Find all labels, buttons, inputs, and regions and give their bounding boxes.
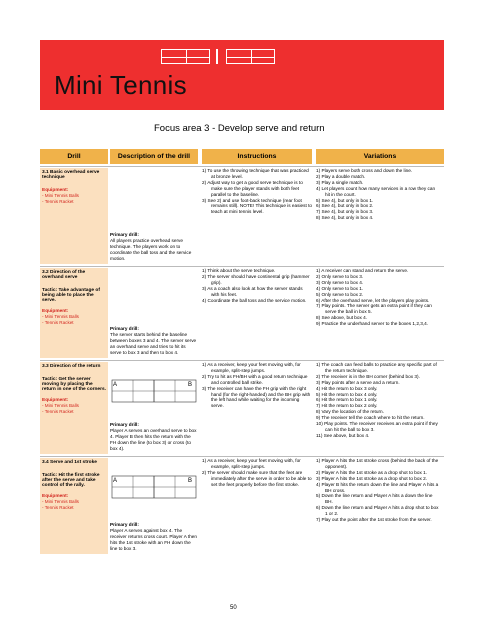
variation-item: 7) See 4), but only in box 3. (316, 209, 374, 215)
drill-row (40, 458, 444, 554)
focus-title: Focus area 3 - Develop serve and return (154, 123, 325, 134)
description-title: Primary drill: (110, 232, 139, 238)
variation-item: 6) After the overhand serve, let the players play points. (316, 297, 430, 303)
court-icon-left (161, 49, 210, 64)
variation-item: 1) Player A hits the 1st stroke cross (behind the back of the opponent). (316, 458, 439, 469)
variation-item: 8) See 4), but only in box 4. (316, 215, 374, 221)
instruction-item: 2) Try to hit as FH/BH with a good return technique and controlled ball strike. (202, 373, 308, 385)
drill-tactic: Tactic: Take advantage of being able to place the serve. (42, 288, 100, 303)
variations-list (316, 458, 440, 554)
instructions-list (202, 268, 312, 358)
variation-item: 4) Only serve to box 1. (316, 285, 364, 291)
drill-title: 3.4 Serve and 1st stroke (42, 460, 97, 465)
variation-item: 10) Play points. The receiver receives an extra point if they can hit the ball to box 3. (316, 421, 438, 432)
equipment-item: - Mini Tennis Balls (42, 403, 79, 408)
equipment-label: Equipment: (42, 398, 69, 403)
variation-item: 11) See above, but box 4. (316, 432, 370, 438)
description-text: All players practice overhead serve technique. The players work on to coordinate the ball toss and the service motion. (110, 238, 192, 262)
instructions-list (202, 168, 312, 264)
variation-item: 7) Play points. The server gets an extra point if they can serve the ball in box 5. (316, 303, 432, 315)
variation-item: 4) Player B hits the return down the line and Player A hits a BH cross. (316, 481, 439, 493)
variation-item: 5) Down the line return and Player A hits a down the line BH. (316, 493, 433, 505)
variations-list (316, 362, 440, 454)
variation-item: 2) The receiver is in the BH corner (behind box 3). (316, 373, 420, 379)
player-b-label: B (188, 382, 193, 388)
drill-cell (40, 268, 108, 358)
instruction-item: 2) The server should have continental grip (hammer grip). (202, 273, 310, 285)
instruction-item: 4) Coordinate the ball toss and the service motion. (202, 297, 307, 303)
variation-item: 9) The receiver tell the coach where to hit the return. (316, 415, 425, 421)
description-text: Player A serves an overhand serve to box 4. Player B then hits the return with the FH down the line (to box 3) or cross (to box 4). (110, 428, 197, 452)
drill-row (40, 362, 444, 454)
variation-item: 3) Play a single match. (316, 179, 364, 185)
variation-item: 6) See 4), but only in box 2. (316, 203, 374, 209)
net-icon (216, 49, 218, 64)
variation-item: 6) Down the line return and Player A hits a drop shot to box 1 or 2. (316, 505, 439, 517)
instruction-item: 1) As a receiver, keep your feet moving with, for example, split-step jumps. (202, 362, 301, 373)
drill-description (110, 268, 198, 358)
variation-item: 1) The coach can feed balls to practice any specific part of the return technique. (316, 362, 437, 373)
equipment-item: - Tennis Racket (42, 409, 74, 415)
variation-item: 3) Only serve to box 4. (316, 279, 364, 285)
variation-item: 1) Players serve both cross and down the line. (316, 168, 413, 173)
row-divider (40, 360, 444, 361)
description-text: The server starts behind the baseline between boxes 3 and 4. The server serve an overhand serve and tries to hit its serve to box 3 and then to box 4. (110, 332, 197, 356)
description-text: Player A serves against box 4. The receiver returns cross court. Player A then hits the 1st stroke with an FH down the line to box 3. (110, 528, 198, 552)
drill-cell (40, 458, 108, 554)
player-a-label: A (113, 478, 118, 484)
instruction-item: 1) To use the throwing technique that was practiced at bronze level. (202, 168, 309, 179)
variation-item: 1) A receiver can stand and return the serve. (316, 268, 409, 273)
row-divider (40, 456, 444, 457)
drill-description (110, 168, 198, 264)
variations-list (316, 168, 440, 264)
equipment-item: - Tennis Racket (42, 505, 74, 511)
drill-title: 3.3 Direction of the return (42, 364, 101, 369)
description-title: Primary drill: (110, 522, 139, 528)
col-variations-header: Variations (316, 149, 444, 164)
drill-tactic: Tactic: Hit the first stroke after the serve and take control of the rally. (42, 473, 100, 488)
court-diagram (110, 376, 198, 406)
row-divider (40, 166, 444, 167)
drill-title: 3.1 Basic overhead serve technique (42, 170, 100, 180)
variation-item: 2) Only serve to box 3. (316, 273, 364, 279)
variation-item: 7) Play out the point after the 1st stroke from the server. (316, 517, 432, 523)
description-title: Primary drill: (110, 422, 139, 428)
equipment-item: - Mini Tennis Balls (42, 499, 79, 504)
page-number: 50 (230, 605, 237, 611)
equipment-item: - Tennis Racket (42, 320, 74, 326)
instruction-item: 2) Adjust way to get a good serve technique is to make sure the player stands with both feet parallel to the baseline. (202, 179, 303, 197)
variation-item: 3) Play points after a serve and a return. (316, 379, 400, 385)
description-box (110, 422, 198, 452)
mini-tennis-banner (40, 40, 444, 110)
equipment-label: Equipment: (42, 494, 69, 499)
drill-tactic: Tactic: Get the server moving by placing the return in one of the corners. (42, 377, 106, 392)
variations-list (316, 268, 440, 358)
variation-item: 8) See above, but box 4. (316, 315, 368, 321)
description-title: Primary drill: (110, 326, 139, 332)
drill-row (40, 168, 444, 264)
instruction-item: 1) Think about the serve technique. (202, 268, 276, 273)
drill-description (110, 362, 198, 454)
variation-item: 8) Vary the location of the return. (316, 409, 384, 415)
equipment-item: - Tennis Racket (42, 199, 74, 205)
variation-item: 6) Hit the return to box 1 only. (316, 397, 378, 403)
instructions-list (202, 362, 312, 454)
player-b-label: B (188, 478, 193, 484)
equipment-item: - Mini Tennis Balls (42, 314, 79, 319)
variation-item: 2) Player A hits the 1st stroke as a drop shot to box 1. (316, 469, 427, 475)
variation-item: 5) Hit the return to box 4 only. (316, 391, 378, 397)
instruction-item: 2) The server should make sure that the feet are immediately after the serve in order to be able to set the feet properly before the first stroke. (202, 469, 312, 487)
instruction-item: 3) The receiver can have the FH grip with the right hand (for the right-handed) and the BH grip with the left hand while waiting for the incoming serve. (202, 385, 311, 409)
variation-item: 5) Only serve to box 2. (316, 291, 364, 297)
variation-item: 4) Hit the return to box 3 only. (316, 385, 378, 391)
court-diagram (110, 472, 198, 502)
player-a-label: A (113, 382, 118, 388)
instruction-item: 3) See 2) and use foot-back technique (rear foot remains still). NOTE! This technique is easiest to teach at mini tennis level. (202, 197, 312, 215)
brand-title: Mini Tennis (54, 70, 187, 100)
col-instructions-header: Instructions (202, 149, 312, 164)
instruction-item: 3) As a coach also look at how the server stands with his feet. (202, 285, 303, 297)
variation-item: 7) Hit the return to box 2 only. (316, 403, 378, 409)
drill-cell (40, 168, 108, 264)
variation-item: 5) See 4), but only in box 1. (316, 197, 374, 203)
variation-item: 4) Let players count how many services in a row they can hit in the court. (316, 185, 436, 197)
drill-cell (40, 362, 108, 454)
instruction-item: 1) As a receiver, keep your feet moving with, for example, split-step jumps. (202, 458, 301, 469)
instructions-list (202, 458, 312, 554)
row-divider (40, 266, 444, 267)
description-box (110, 232, 198, 262)
equipment-label: Equipment: (42, 188, 69, 193)
variation-item: 2) Play a double match. (316, 173, 366, 179)
drill-row (40, 268, 444, 358)
equipment-item: - Mini Tennis Balls (42, 193, 79, 198)
drill-description (110, 458, 198, 554)
col-drill-header: Drill (40, 149, 108, 164)
drill-title: 3.2 Direction of the overhand serve (42, 270, 86, 280)
description-box (110, 522, 198, 552)
court-icon-right (226, 49, 275, 64)
variation-item: 3) Player A hits the 1st stroke as a drop shot to box 2. (316, 475, 427, 481)
equipment-label: Equipment: (42, 309, 69, 314)
col-description-header: Description of the drill (110, 149, 198, 164)
description-box (110, 326, 198, 356)
variation-item: 9) Practice the underhand server to the boxes 1,2,3,4. (316, 321, 429, 327)
